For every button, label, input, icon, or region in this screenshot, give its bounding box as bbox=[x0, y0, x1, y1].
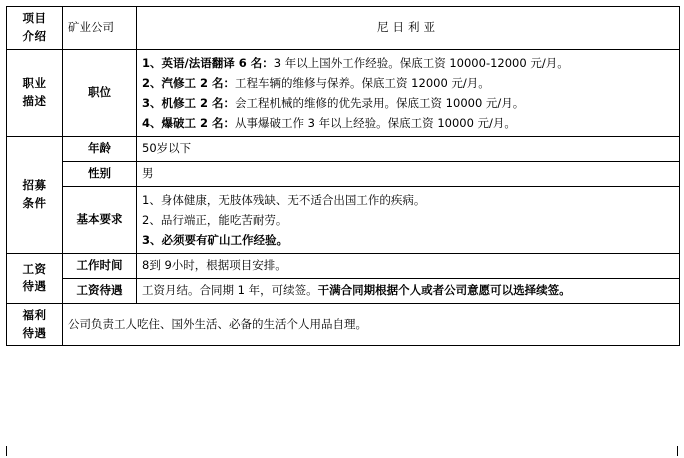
position-detail: 工程车辆的维修与保养。保底工资 12000 元/月。 bbox=[235, 75, 490, 90]
row-label-line-1: 项目 bbox=[22, 11, 47, 25]
table-row-welfare bbox=[7, 303, 680, 346]
list-item bbox=[142, 73, 674, 93]
row-label-welfare bbox=[7, 303, 63, 346]
row-label-line-1: 招募 bbox=[22, 178, 47, 193]
position-number: 3、 bbox=[142, 95, 162, 110]
position-number: 1、 bbox=[142, 55, 162, 70]
position-list-cell bbox=[137, 49, 680, 137]
position-title: 英语/法语翻译 6 名： bbox=[161, 55, 274, 70]
wage-text-emphasis: 干满合同期根据个人或者公司意愿可以选择续签。 bbox=[317, 282, 571, 297]
sub-label-position: 职位 bbox=[63, 49, 137, 137]
row-label-line-2: 条件 bbox=[22, 196, 47, 211]
position-number: 2、 bbox=[142, 75, 162, 90]
row-label-line-2: 待遇 bbox=[22, 279, 47, 294]
value-gender: 男 bbox=[137, 161, 680, 186]
wage-text-plain: 工资月结。合同期 1 年，可续签。 bbox=[142, 282, 318, 297]
row-label-project-intro bbox=[7, 7, 63, 50]
list-item: 3、必须要有矿山工作经验。 bbox=[142, 233, 289, 247]
sub-label-age: 年龄 bbox=[63, 137, 137, 162]
position-detail: 从事爆破工作 3 年以上经验。保底工资 10000 元/月。 bbox=[235, 116, 516, 130]
recruitment-table bbox=[6, 6, 680, 346]
row-label-job-description bbox=[7, 49, 63, 137]
table-row-basic-requirements bbox=[7, 186, 680, 253]
list-item bbox=[142, 93, 674, 113]
position-title: 汽修工 2 名： bbox=[161, 75, 236, 90]
table-row-job-description bbox=[7, 49, 680, 137]
row-label-line-2: 描述 bbox=[22, 93, 47, 108]
row-label-line-1: 职业 bbox=[22, 76, 47, 91]
value-welfare: 公司负责工人吃住、国外生活、必备的生活个人用品自理。 bbox=[63, 303, 680, 346]
table-row-gender bbox=[7, 161, 680, 186]
row-label-line-1: 福利 bbox=[22, 307, 47, 322]
list-item bbox=[142, 53, 674, 73]
position-number: 4、 bbox=[142, 116, 162, 130]
list-item bbox=[142, 113, 674, 133]
table-row-wage bbox=[7, 278, 680, 303]
sub-label-gender: 性别 bbox=[63, 161, 137, 186]
value-basic-requirements bbox=[137, 186, 680, 253]
value-work-time: 8到 9小时，根据项目安排。 bbox=[137, 254, 680, 279]
position-title: 机修工 2 名： bbox=[161, 95, 236, 110]
company-name-cell: 矿业公司 bbox=[63, 7, 137, 50]
sub-label-work-time: 工作时间 bbox=[63, 254, 137, 279]
position-detail: 3 年以上国外工作经验。保底工资 10000-12000 元/月。 bbox=[273, 55, 569, 70]
row-label-line-2: 待遇 bbox=[22, 325, 47, 340]
value-wage bbox=[137, 278, 680, 303]
list-item: 1、身体健康，无肢体残缺、无不适合出国工作的疾病。 bbox=[142, 192, 426, 207]
position-detail: 会工程机械的维修的优先录用。保底工资 10000 元/月。 bbox=[235, 95, 525, 110]
position-title: 爆破工 2 名： bbox=[161, 116, 236, 130]
document-title: 尼日利亚 bbox=[137, 7, 680, 50]
sub-label-wage: 工资待遇 bbox=[63, 278, 137, 303]
row-label-line-1: 工资 bbox=[22, 261, 47, 276]
table-row-work-time bbox=[7, 254, 680, 279]
position-list bbox=[142, 53, 674, 134]
sub-label-basic-requirements: 基本要求 bbox=[63, 186, 137, 253]
list-item: 2、品行端正，能吃苦耐劳。 bbox=[142, 212, 288, 227]
row-label-line-2: 介绍 bbox=[22, 28, 47, 43]
table-row-project-intro bbox=[7, 7, 680, 50]
value-age: 50岁以下 bbox=[137, 137, 680, 162]
basic-requirements-list bbox=[142, 190, 674, 250]
row-label-recruit-conditions bbox=[7, 137, 63, 254]
row-label-wage-benefits bbox=[7, 254, 63, 304]
table-row-age bbox=[7, 137, 680, 162]
table-bottom-continuation bbox=[6, 446, 678, 456]
